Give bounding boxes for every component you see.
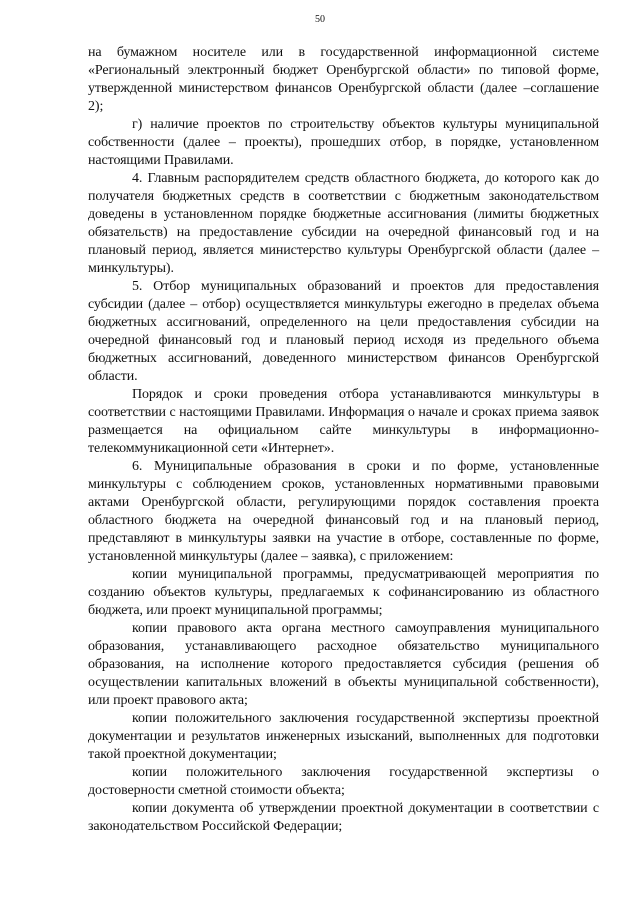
- paragraph-6: 6. Муниципальные образования в сроки и по форме, установленные минкультуры с соблюдением сроков, установленных нормативными правовыми актами Оренбургской области, регулирующими порядок составления проекта областного бюджета на очередной финансовый год и на плановый период, представляют в минкультуры заявки на участие в отборе, составленные по форме, установленной минкультуры (далее – заявка), с приложением:: [88, 459, 599, 564]
- paragraph-item-g: г) наличие проектов по строительству объектов культуры муниципальной собственности (далее – проекты), прошедших отбор, в порядке, установленном настоящими Правилами.: [88, 117, 599, 168]
- list-item-expertise-conclusion: копии положительного заключения государственной экспертизы проектной документации и результатов инженерных изысканий, выполненных для подготовки такой проектной документации;: [88, 711, 599, 762]
- list-item-legal-act: копии правового акта органа местного самоуправления муниципального образования, устанавливающего расходное обязательство муниципального образования, на исполнение которого предоставляется субсидия (решения об осуществлении капитальных вложений в объекты муниципальной собственности), или проект правового акта;: [88, 621, 599, 708]
- document-body: [88, 44, 599, 836]
- paragraph-procedure: Порядок и сроки проведения отбора устанавливаются минкультуры в соответствии с настоящими Правилами. Информация о начале и сроках приема заявок размещается на официальном сайте минкультуры в информационно-телекоммуникационной сети «Интернет».: [88, 387, 599, 456]
- list-item-cost-reliability: копии положительного заключения государственной экспертизы о достоверности сметной стоимости объекта;: [88, 765, 599, 798]
- paragraph-4: 4. Главным распорядителем средств областного бюджета, до которого как до получателя бюджетных средств в соответствии с бюджетным законодательством доведены в установленном порядке бюджетные ассигнования (лимиты бюджетных обязательств) на предоставление субсидии на очередной финансовый год и на плановый период, является министерство культуры Оренбургской области (далее – минкультуры).: [88, 171, 599, 276]
- paragraph-continuation: на бумажном носителе или в государственной информационной системе «Региональный электронный бюджет Оренбургской области» по типовой форме, утвержденной министерством финансов Оренбургской области (далее –соглашение 2);: [88, 45, 599, 114]
- list-item-approval-document: копии документа об утверждении проектной документации в соответствии с законодательством Российской Федерации;: [88, 801, 599, 834]
- paragraph-5: 5. Отбор муниципальных образований и проектов для предоставления субсидии (далее – отбор) осуществляется минкультуры ежегодно в пределах объема бюджетных ассигнований, определенного на цели предоставления субсидии на очередной финансовый год и плановый период исходя из предельного объема бюджетных ассигнований, доведенного министерством финансов Оренбургской области.: [88, 279, 599, 384]
- page-number: 50: [315, 14, 325, 25]
- list-item-municipal-program: копии муниципальной программы, предусматривающей мероприятия по созданию объектов культуры, предлагаемых к софинансированию из областного бюджета, или проект муниципальной программы;: [88, 567, 599, 618]
